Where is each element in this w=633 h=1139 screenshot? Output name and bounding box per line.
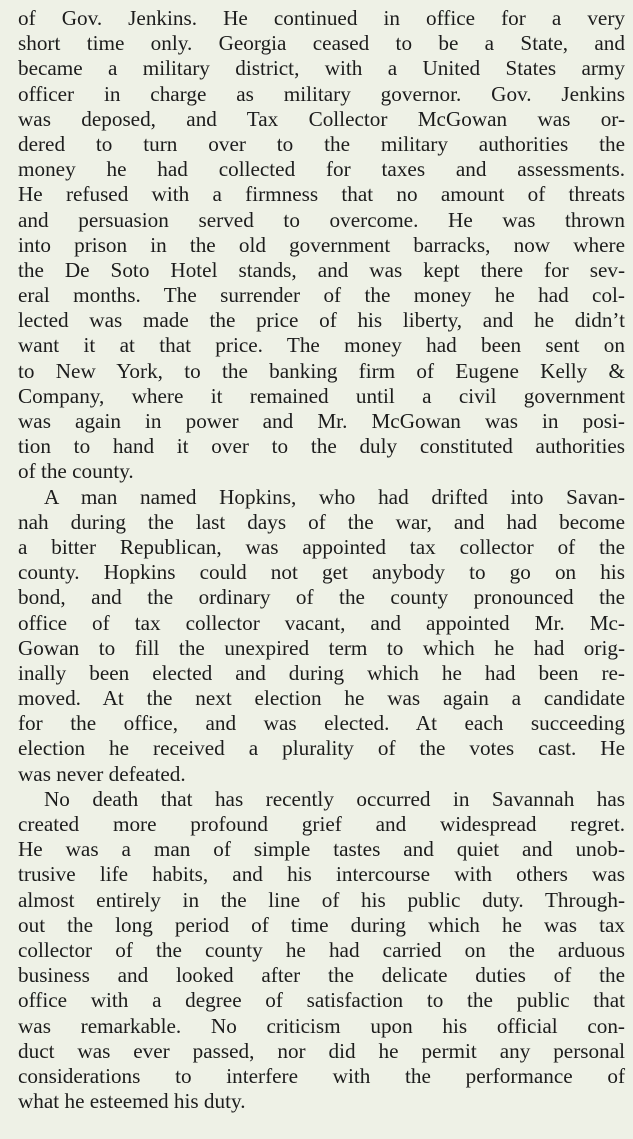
text-line: was again in power and Mr. McGowan was in posi-	[18, 409, 625, 433]
text-line: of Gov. Jenkins. He continued in office for a very	[18, 6, 625, 30]
text-line: Company, where it remained until a civil government	[18, 383, 625, 408]
text-line: a bitter Republican, was appointed tax collector of the	[18, 534, 625, 559]
text-line: was remarkable. No criticism upon his official con-	[18, 1013, 625, 1038]
text-line: collector of the county he had carried on the arduous	[18, 937, 625, 962]
text-line: tion to hand it over to the duly constituted authorities	[18, 434, 625, 459]
text-line: the De Soto Hotel stands, and was kept there for sev-	[18, 257, 625, 282]
text-line: became a military district, with a United States army	[18, 56, 625, 81]
text-line: considerations to interfere with the performance of	[18, 1063, 625, 1088]
text-line: lected was made the price of his liberty, and he didn’t	[18, 308, 625, 333]
text-line: what he esteemed his duty.	[18, 1089, 246, 1114]
text-line: out the long period of time during which he was tax	[18, 912, 625, 937]
text-line: duct was ever passed, nor did he permit any personal	[18, 1038, 625, 1063]
text-line: He refused with a firmness that no amount of threats	[18, 182, 625, 207]
text-line: county. Hopkins could not get anybody to go on his	[18, 560, 625, 585]
text-line: was deposed, and Tax Collector McGowan was or-	[18, 106, 625, 131]
text-line: inally been elected and during which he had been re-	[18, 660, 625, 685]
paragraph-1	[18, 6, 625, 485]
text-line: short time only. Georgia ceased to be a State, and	[18, 31, 625, 56]
text-line: into prison in the old government barracks, now where	[18, 232, 625, 257]
text-line: office of tax collector vacant, and appointed Mr. Mc-	[18, 610, 625, 635]
text-line: to New York, to the banking firm of Eugene Kelly &	[18, 358, 625, 383]
text-line: almost entirely in the line of his public duty. Through-	[18, 887, 625, 912]
text-line: money he had collected for taxes and assessments.	[18, 157, 625, 182]
text-line: No death that has recently occurred in Savannah has	[44, 786, 625, 811]
paragraph-2	[18, 485, 625, 787]
text-line: business and looked after the delicate duties of the	[18, 963, 625, 988]
text-line: officer in charge as military governor. Gov. Jenkins	[18, 81, 625, 106]
text-line: eral months. The surrender of the money he had col-	[18, 283, 625, 308]
text-line: want it at that price. The money had been sent on	[18, 333, 625, 358]
text-line: He was a man of simple tastes and quiet and unob-	[18, 837, 625, 862]
paragraph-3	[18, 787, 625, 1114]
text-line: bond, and the ordinary of the county pronounced the	[18, 585, 625, 610]
text-line: election he received a plurality of the votes cast. He	[18, 736, 625, 761]
text-line: was never defeated.	[18, 761, 186, 786]
text-line: office with a degree of satisfaction to the public that	[18, 988, 625, 1013]
text-line: for the office, and was elected. At each succeeding	[18, 711, 625, 736]
text-line: Gowan to fill the unexpired term to which he had orig-	[18, 635, 625, 660]
text-line: of the county.	[18, 459, 134, 484]
text-line: and persuasion served to overcome. He was thrown	[18, 207, 625, 232]
text-line: dered to turn over to the military authorities the	[18, 131, 625, 156]
text-line: nah during the last days of the war, and had become	[18, 509, 625, 534]
text-line: A man named Hopkins, who had drifted into Savan-	[44, 484, 625, 509]
text-line: created more profound grief and widespread regret.	[18, 812, 625, 836]
text-line: moved. At the next election he was again a candidate	[18, 686, 625, 711]
text-line: trusive life habits, and his intercourse with others was	[18, 862, 625, 887]
